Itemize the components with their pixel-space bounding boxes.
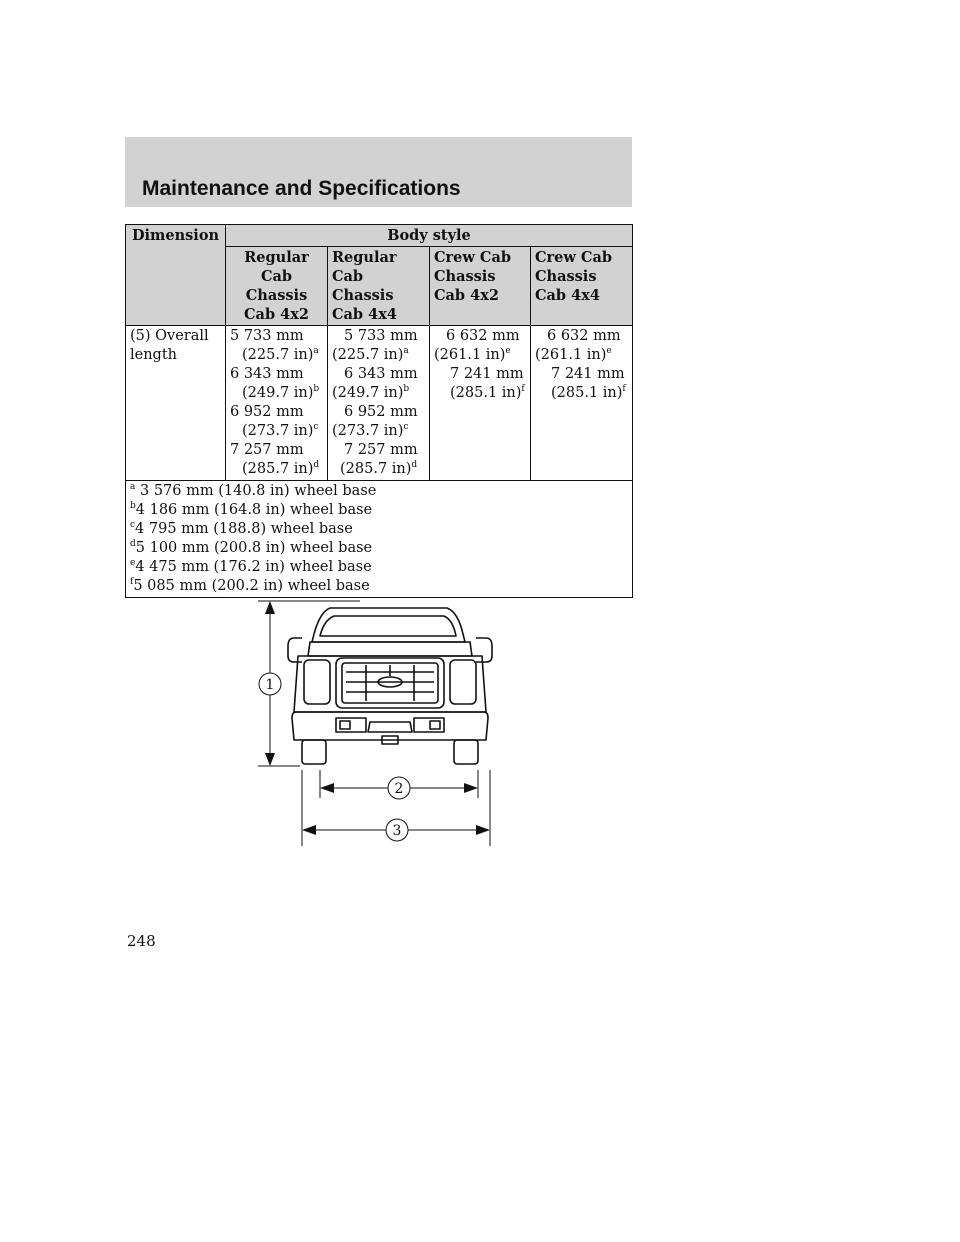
column-header-crew-cab-4x4: Crew Cab Chassis Cab 4x4 [531, 247, 633, 326]
dimension-label-3: 3 [392, 823, 402, 839]
footnote: $^e$4 475 mm (176.2 in) wheel base [130, 558, 372, 575]
dimension-header: Dimension [126, 225, 226, 326]
footnotes-row [126, 481, 633, 598]
section-header-band [125, 137, 632, 207]
footnote: $^f$5 085 mm (200.2 in) wheel base [130, 577, 370, 594]
cell-crew-cab-4x2: 6 632 mm (261.1 in)$^e$ 7 241 mm (285.1 in)$^f$ [430, 326, 531, 481]
table-row [126, 326, 633, 481]
column-header-regular-cab-4x4: Regular Cab Chassis Cab 4x4 [328, 247, 430, 326]
row-label-overall-length: (5) Overall length [126, 326, 226, 481]
cell-regular-cab-4x2: 5 733 mm (225.7 in)$^a$ 6 343 mm (249.7 in)$^b$ 6 952 mm (273.7 in)$^c$ 7 257 mm (285.7 in)$^d$ [226, 326, 328, 481]
footnote: $^d$5 100 mm (200.8 in) wheel base [130, 539, 373, 556]
dimension-label-2: 2 [394, 781, 404, 797]
column-header-regular-cab-4x2: Regular Cab Chassis Cab 4x2 [226, 247, 328, 326]
dimension-label-1: 1 [265, 677, 275, 693]
dimension-table [125, 224, 633, 598]
truck-front-diagram [250, 594, 510, 852]
footnote: $^a$ 3 576 mm (140.8 in) wheel base [130, 482, 377, 499]
footnote: $^b$4 186 mm (164.8 in) wheel base [130, 501, 373, 518]
body-style-header: Body style [226, 225, 633, 247]
page-number: 248 [127, 932, 156, 950]
section-title: Maintenance and Specifications [142, 177, 461, 200]
footnotes [126, 481, 633, 598]
column-header-crew-cab-4x2: Crew Cab Chassis Cab 4x2 [430, 247, 531, 326]
cell-crew-cab-4x4: 6 632 mm (261.1 in)$^e$ 7 241 mm (285.1 in)$^f$ [531, 326, 633, 481]
cell-regular-cab-4x4: 5 733 mm (225.7 in)$^a$ 6 343 mm (249.7 in)$^b$ 6 952 mm (273.7 in)$^c$ 7 257 mm (285.7 in)$^d$ [328, 326, 430, 481]
footnote: $^c$4 795 mm (188.8) wheel base [130, 520, 353, 537]
